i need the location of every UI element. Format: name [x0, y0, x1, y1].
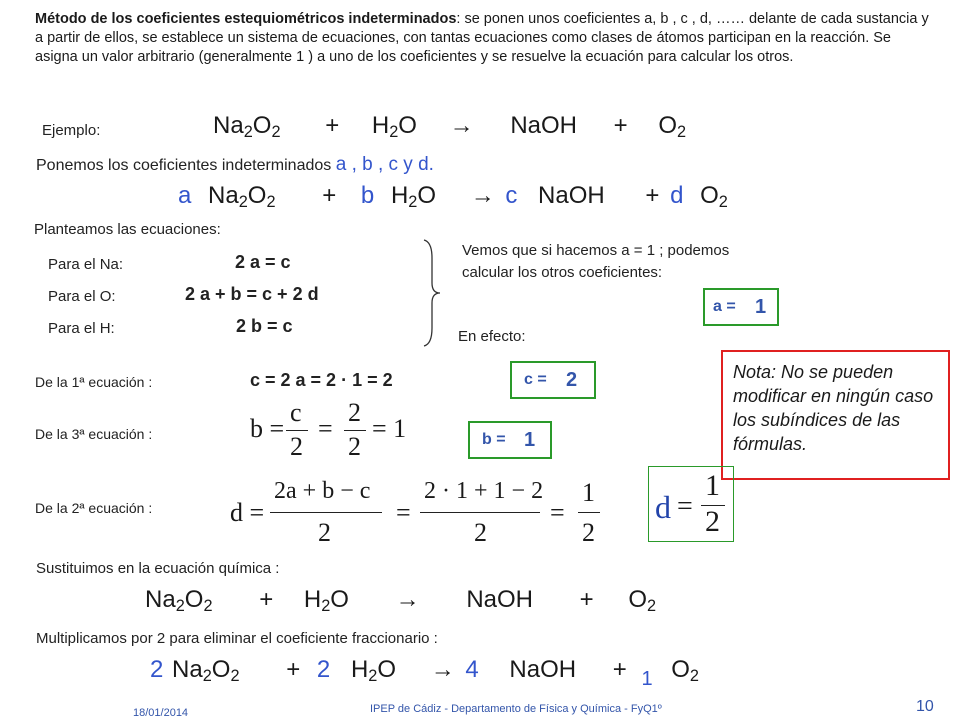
from3-eq1: = [318, 414, 333, 443]
from2-bar2 [420, 512, 540, 513]
from2-den3: 2 [582, 518, 595, 547]
page-number: 10 [916, 698, 934, 715]
substituted-reaction: $Na_2O_2 + H_2O$ → NaOH + $O_2$ [145, 586, 657, 616]
from3-num2: 2 [348, 398, 361, 427]
from2-den2: 2 [474, 518, 487, 547]
example-label: Ejemplo: [42, 122, 101, 139]
eq-o-label: Para el O: [48, 288, 116, 305]
eq-h-expr: 2 b = c [236, 316, 293, 336]
from3-num1: c [290, 398, 302, 427]
from3-bar1 [286, 430, 308, 431]
coef-intro: Ponemos los coeficientes indeterminados a , b , c y d. [36, 154, 434, 175]
vemos-text: Vemos que si hacemos a = 1 ; podemos calcular los otros coeficientes: [462, 242, 730, 281]
box-a: a = 1 [703, 288, 779, 326]
from2-bar3 [578, 512, 600, 513]
box-d: d = 1 2 [648, 466, 734, 542]
from2-label: De la 2ª ecuación : [35, 500, 153, 516]
from3-bar2 [344, 430, 366, 431]
from3-lhs: b = [250, 414, 285, 443]
from1-label: De la 1ª ecuación : [35, 374, 153, 390]
eq-o-expr: 2 a + b = c + 2 d [185, 284, 319, 304]
from2-num1: 2a + b − c [274, 478, 371, 504]
eq-na-label: Para el Na: [48, 256, 124, 273]
from1-expr: c = 2 a = 2 · 1 = 2 [250, 370, 393, 390]
planteamos-label: Planteamos las ecuaciones: [34, 221, 221, 238]
multiplicamos-label: Multiplicamos por 2 para eliminar el coeficiente fraccionario : [36, 630, 438, 647]
footer-date: 18/01/2014 [133, 707, 189, 719]
from2-num2: 2 · 1 + 1 − 2 [424, 478, 544, 504]
from2-den1: 2 [318, 518, 331, 547]
right-brace-icon [420, 238, 442, 348]
from2-num3: 1 [582, 478, 595, 507]
from2-bar1 [270, 512, 382, 513]
note-box: Nota: No se pueden modificar en ningún caso los subíndices de las fórmulas. [721, 350, 950, 480]
intro-title: Método de los coeficientes estequiométricos indeterminados [35, 11, 457, 27]
from3-label: De la 3ª ecuación : [35, 426, 153, 442]
eq-na-expr: 2 a = c [235, 252, 291, 272]
en-efecto: En efecto: [458, 328, 526, 345]
coef-reaction: a $Na_2O_2 + b$ $H_2O \to c$ NaOH + d $O_2$ [178, 182, 728, 212]
example-reaction: $Na_2O_2 + H_2O$ → NaOH + $O_2$ [213, 112, 687, 142]
from2-eq2: = [550, 498, 565, 527]
intro-paragraph [35, 10, 935, 67]
from3-den2: 2 [348, 432, 361, 461]
footer-center: IPEP de Cádiz - Departamento de Física y Química - FyQ1º [370, 703, 662, 715]
box-c: c = 2 [510, 361, 596, 399]
eq-h-label: Para el H: [48, 320, 115, 337]
box-b: b = 1 [468, 421, 552, 459]
final-reaction: 2 $Na_2O_2 + 2$ $H_2O \to 4$ NaOH + $_1$ $O_2$ [150, 656, 699, 690]
sustituimos-label: Sustituimos en la ecuación química : [36, 560, 280, 577]
from3-result: = 1 [372, 414, 407, 443]
from2-lhs: d = [230, 498, 265, 527]
intro-text: : se ponen unos coeficientes a, b , c , d, …… delante de cada sustancia y a partir de ellos, se establece un sistema de ecuaciones, con tantas ecuaciones como clases de átomos participan en la reacción. Se asigna un valor arbitrario (generalmente 1 ) a uno de los coeficientes y se resuelve la ecuación para calcular los otros. [35, 11, 929, 65]
from3-den1: 2 [290, 432, 303, 461]
from2-eq1: = [396, 498, 411, 527]
